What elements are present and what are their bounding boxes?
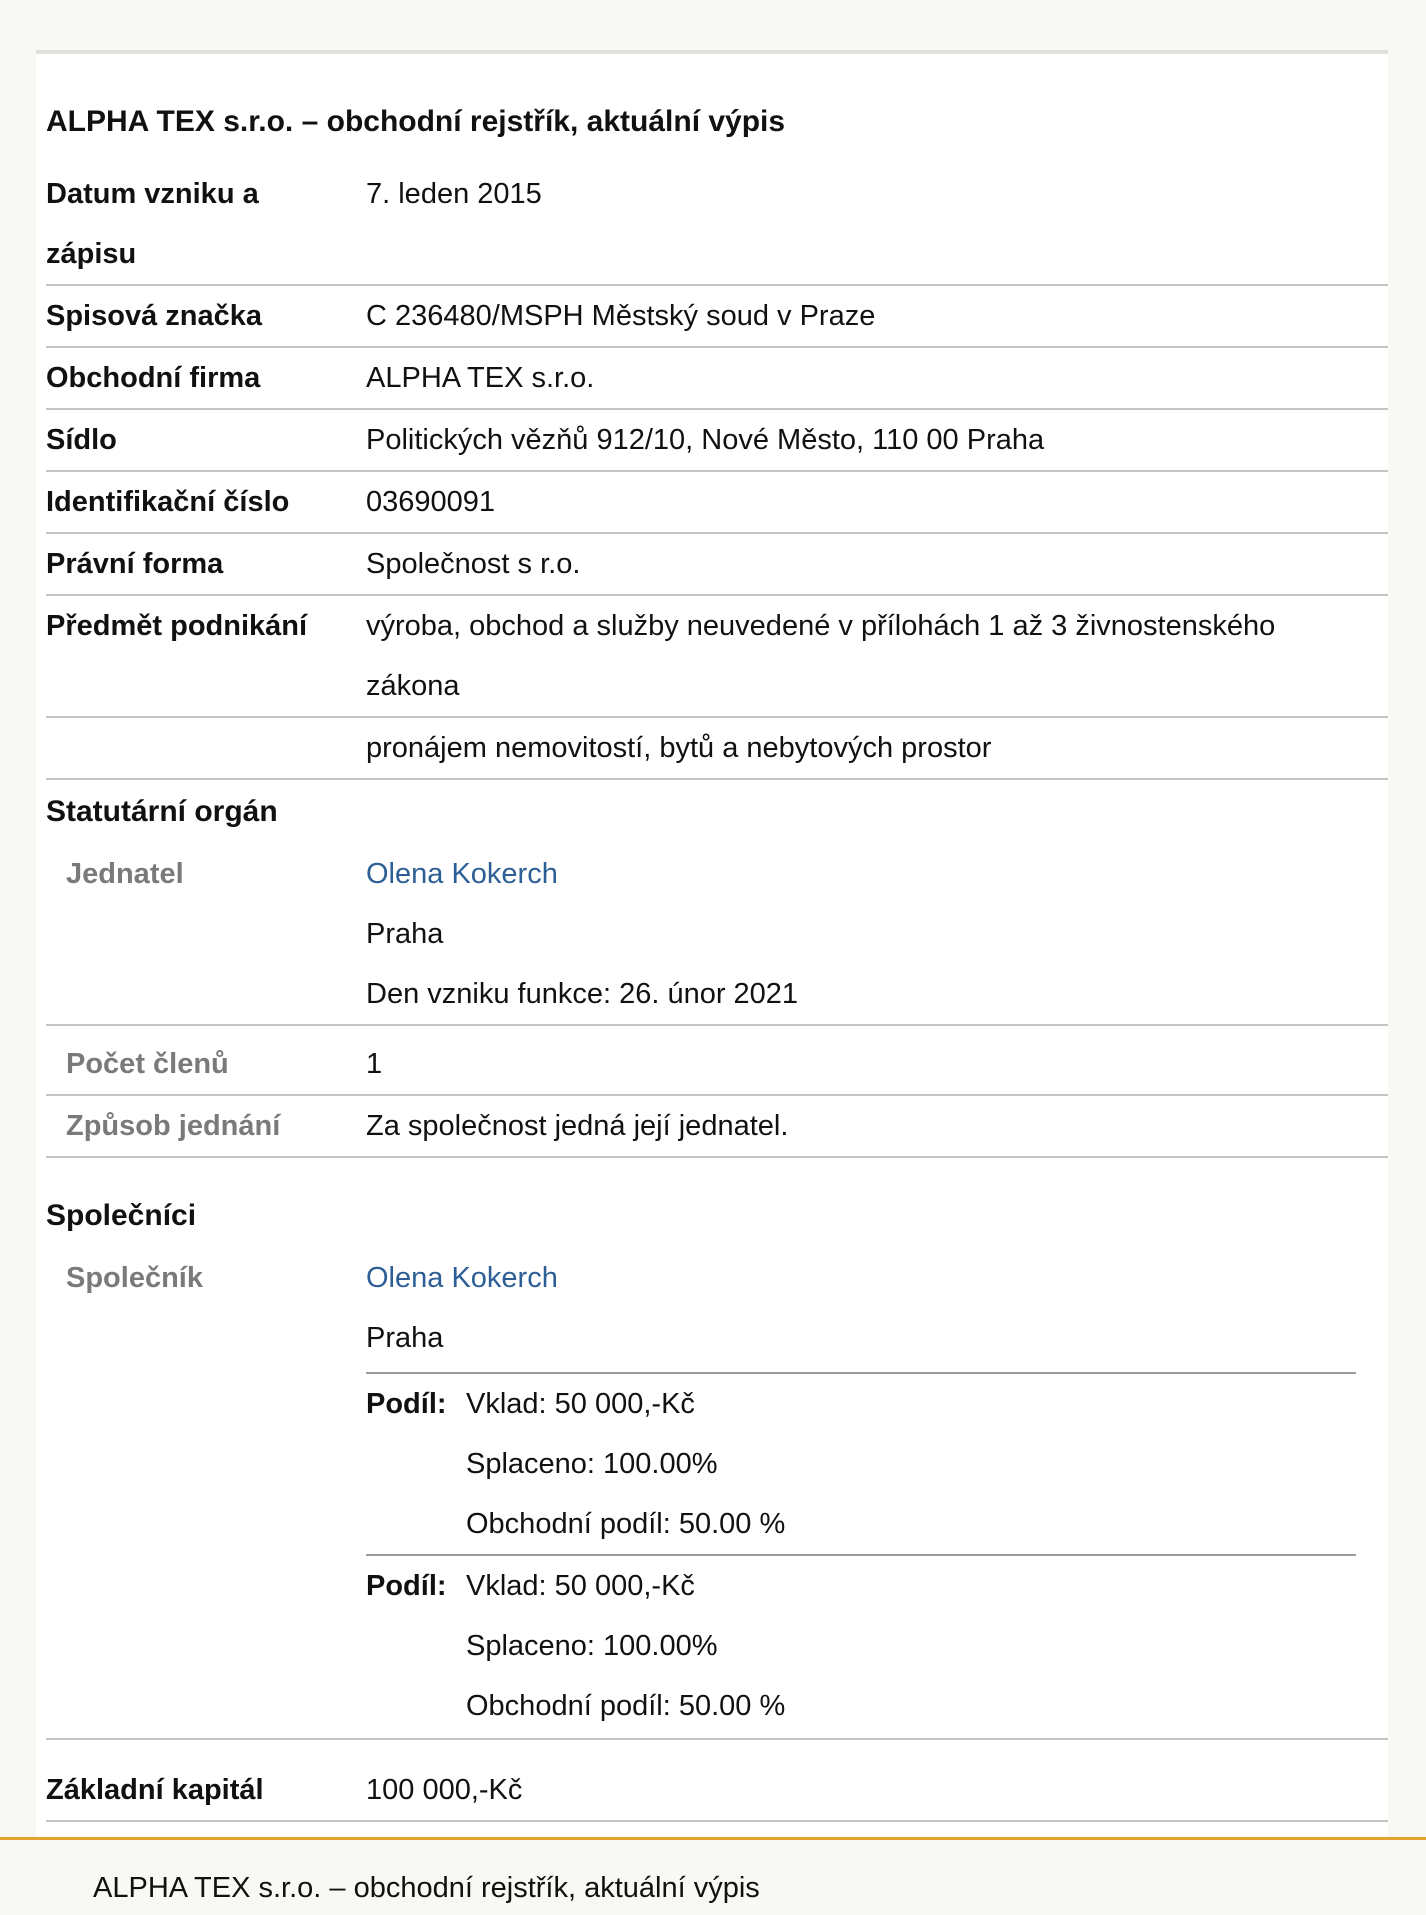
person-link[interactable]: Olena Kokerch xyxy=(366,1262,558,1294)
person-city: Praha xyxy=(366,1322,444,1354)
row-label: Společník xyxy=(66,1262,203,1294)
share-item xyxy=(366,1372,1356,1554)
row-sidlo xyxy=(46,410,1388,472)
share-label: Podíl: xyxy=(366,1570,447,1602)
row-zakladni-kapital xyxy=(46,1760,1388,1822)
row-zpusob-jednani xyxy=(46,1096,1388,1158)
section-heading-statutarni: Statutární orgán xyxy=(46,795,278,828)
row-value: 03690091 xyxy=(366,486,496,518)
share-values xyxy=(466,1374,785,1554)
row-predmet-podnikani-2 xyxy=(46,718,1388,780)
row-value xyxy=(366,596,1376,716)
row-identifikacni-cislo xyxy=(46,472,1388,534)
register-card xyxy=(36,50,1388,1847)
section-heading-spolecnici: Společníci xyxy=(46,1199,197,1232)
row-label: Jednatel xyxy=(66,858,184,890)
row-pocet-clenu xyxy=(46,1034,1388,1096)
row-label: Sídlo xyxy=(46,424,117,456)
person-link[interactable]: Olena Kokerch xyxy=(366,858,558,890)
row-value: C 236480/MSPH Městský soud v Praze xyxy=(366,300,876,332)
row-datum-vzniku xyxy=(46,164,1388,286)
row-label: Předmět podnikání xyxy=(46,610,308,642)
row-value: Politických vězňů 912/10, Nové Město, 110 00 Praha xyxy=(366,424,1045,456)
row-value: 100 000,-Kč xyxy=(366,1774,523,1806)
label-line: zápisu xyxy=(46,238,137,270)
row-label: Identifikační číslo xyxy=(46,486,290,518)
row-value: pronájem nemovitostí, bytů a nebytových prostor xyxy=(366,732,992,764)
page-title: ALPHA TEX s.r.o. – obchodní rejstřík, aktuální výpis xyxy=(46,105,786,138)
row-value: 1 xyxy=(366,1048,383,1080)
share-splaceno: Splaceno: 100.00% xyxy=(466,1630,718,1662)
row-value: Společnost s r.o. xyxy=(366,548,581,580)
share-vklad: Vklad: 50 000,-Kč xyxy=(466,1570,695,1602)
share-podil: Obchodní podíl: 50.00 % xyxy=(466,1690,786,1722)
row-value xyxy=(366,844,1376,1024)
share-vklad: Vklad: 50 000,-Kč xyxy=(466,1388,695,1420)
function-since: Den vzniku funkce: 26. únor 2021 xyxy=(366,978,799,1010)
row-jednatel xyxy=(46,844,1388,1026)
share-podil: Obchodní podíl: 50.00 % xyxy=(466,1508,786,1540)
row-label: Způsob jednání xyxy=(66,1110,281,1142)
row-label: Spisová značka xyxy=(46,300,262,332)
share-splaceno: Splaceno: 100.00% xyxy=(466,1448,718,1480)
share-label: Podíl: xyxy=(366,1388,447,1420)
person-city: Praha xyxy=(366,918,444,950)
row-value: Za společnost jedná její jednatel. xyxy=(366,1110,789,1142)
row-label: Obchodní firma xyxy=(46,362,261,394)
row-predmet-podnikani xyxy=(46,596,1388,718)
row-spisova-znacka xyxy=(46,286,1388,348)
row-pravni-forma xyxy=(46,534,1388,596)
row-spolecnik xyxy=(46,1248,1388,1740)
share-values xyxy=(466,1556,785,1736)
value-line: výroba, obchod a služby neuvedené v přílohách 1 až 3 živnostenského xyxy=(366,610,1276,642)
row-label: Počet členů xyxy=(66,1048,229,1080)
row-label xyxy=(46,164,356,284)
row-obchodni-firma xyxy=(46,348,1388,410)
row-value xyxy=(366,1248,1376,1368)
footer-title: ALPHA TEX s.r.o. – obchodní rejstřík, aktuální výpis xyxy=(93,1872,760,1904)
row-value: 7. leden 2015 xyxy=(366,178,542,210)
row-label: Právní forma xyxy=(46,548,224,580)
value-line: zákona xyxy=(366,670,460,702)
row-label: Základní kapitál xyxy=(46,1774,264,1806)
footer-bar xyxy=(0,1837,1426,1915)
row-value: ALPHA TEX s.r.o. xyxy=(366,362,595,394)
share-item xyxy=(366,1554,1356,1736)
label-line: Datum vzniku a xyxy=(46,178,259,210)
